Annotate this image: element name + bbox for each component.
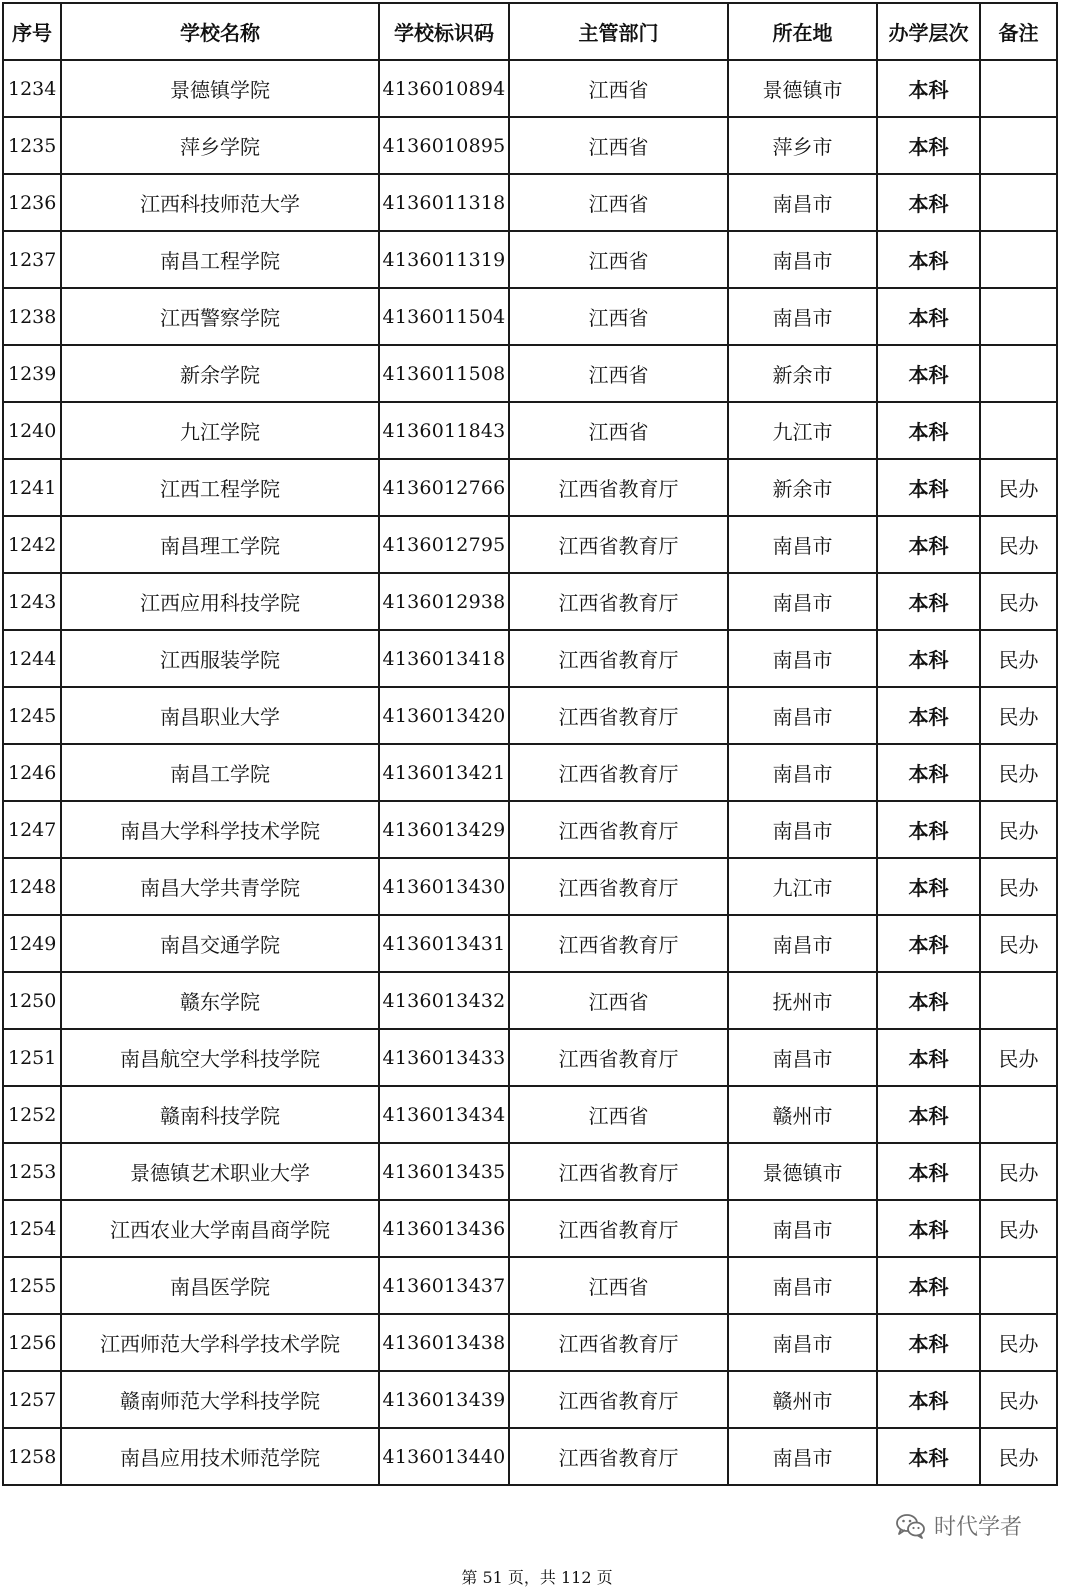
cell-seq: 1243 — [3, 573, 61, 630]
wechat-icon — [896, 1513, 926, 1539]
cell-location: 南昌市 — [728, 1314, 877, 1371]
cell-location: 南昌市 — [728, 1428, 877, 1485]
cell-school-name: 南昌理工学院 — [61, 516, 379, 573]
cell-remark: 民办 — [980, 801, 1057, 858]
cell-level: 本科 — [877, 1029, 980, 1086]
cell-school-name: 南昌工程学院 — [61, 231, 379, 288]
cell-seq: 1245 — [3, 687, 61, 744]
table-row — [3, 174, 1057, 231]
cell-school-code: 4136011508 — [379, 345, 509, 402]
cell-location: 九江市 — [728, 402, 877, 459]
cell-level: 本科 — [877, 1314, 980, 1371]
cell-location: 赣州市 — [728, 1086, 877, 1143]
cell-seq: 1234 — [3, 60, 61, 117]
table-row — [3, 1314, 1057, 1371]
cell-school-code: 4136012795 — [379, 516, 509, 573]
cell-department: 江西省教育厅 — [509, 1428, 728, 1485]
cell-school-code: 4136013435 — [379, 1143, 509, 1200]
table-row — [3, 1257, 1057, 1314]
cell-school-code: 4136011843 — [379, 402, 509, 459]
cell-remark: 民办 — [980, 1029, 1057, 1086]
cell-remark — [980, 174, 1057, 231]
cell-school-code: 4136011319 — [379, 231, 509, 288]
cell-school-code: 4136013429 — [379, 801, 509, 858]
cell-level: 本科 — [877, 459, 980, 516]
cell-school-name: 南昌职业大学 — [61, 687, 379, 744]
table-body — [3, 60, 1057, 1485]
cell-level: 本科 — [877, 1200, 980, 1257]
cell-location: 抚州市 — [728, 972, 877, 1029]
cell-location: 新余市 — [728, 459, 877, 516]
cell-school-name: 南昌医学院 — [61, 1257, 379, 1314]
cell-seq: 1250 — [3, 972, 61, 1029]
cell-seq: 1241 — [3, 459, 61, 516]
cell-department: 江西省 — [509, 231, 728, 288]
table-header — [3, 3, 1057, 60]
cell-level: 本科 — [877, 573, 980, 630]
cell-seq: 1255 — [3, 1257, 61, 1314]
cell-school-name: 南昌大学科学技术学院 — [61, 801, 379, 858]
header-location: 所在地 — [728, 3, 877, 60]
cell-school-code: 4136010894 — [379, 60, 509, 117]
cell-level: 本科 — [877, 174, 980, 231]
cell-school-code: 4136013434 — [379, 1086, 509, 1143]
cell-department: 江西省教育厅 — [509, 1143, 728, 1200]
table-row — [3, 516, 1057, 573]
cell-school-code: 4136013421 — [379, 744, 509, 801]
cell-school-code: 4136013439 — [379, 1371, 509, 1428]
cell-department: 江西省教育厅 — [509, 915, 728, 972]
cell-seq: 1251 — [3, 1029, 61, 1086]
cell-seq: 1237 — [3, 231, 61, 288]
cell-department: 江西省教育厅 — [509, 1314, 728, 1371]
header-school-code: 学校标识码 — [379, 3, 509, 60]
cell-seq: 1244 — [3, 630, 61, 687]
cell-level: 本科 — [877, 288, 980, 345]
cell-school-name: 南昌工学院 — [61, 744, 379, 801]
cell-department: 江西省 — [509, 402, 728, 459]
cell-level: 本科 — [877, 1086, 980, 1143]
table-row — [3, 60, 1057, 117]
cell-school-code: 4136010895 — [379, 117, 509, 174]
cell-remark: 民办 — [980, 1143, 1057, 1200]
table-row — [3, 858, 1057, 915]
cell-school-name: 赣东学院 — [61, 972, 379, 1029]
cell-remark — [980, 231, 1057, 288]
cell-seq: 1258 — [3, 1428, 61, 1485]
cell-seq: 1239 — [3, 345, 61, 402]
page-footer — [0, 1565, 1074, 1588]
table-row — [3, 687, 1057, 744]
cell-remark: 民办 — [980, 573, 1057, 630]
cell-location: 九江市 — [728, 858, 877, 915]
cell-location: 南昌市 — [728, 801, 877, 858]
cell-school-name: 江西师范大学科学技术学院 — [61, 1314, 379, 1371]
cell-remark — [980, 117, 1057, 174]
cell-location: 南昌市 — [728, 573, 877, 630]
cell-seq: 1247 — [3, 801, 61, 858]
watermark-text: 时代学者 — [933, 1515, 1022, 1540]
header-school-name: 学校名称 — [61, 3, 379, 60]
cell-level: 本科 — [877, 744, 980, 801]
cell-level: 本科 — [877, 915, 980, 972]
cell-remark: 民办 — [980, 915, 1057, 972]
cell-remark: 民办 — [980, 459, 1057, 516]
cell-location: 景德镇市 — [728, 1143, 877, 1200]
cell-level: 本科 — [877, 858, 980, 915]
cell-location: 南昌市 — [728, 231, 877, 288]
cell-school-name: 赣南师范大学科技学院 — [61, 1371, 379, 1428]
cell-department: 江西省教育厅 — [509, 744, 728, 801]
cell-remark: 民办 — [980, 630, 1057, 687]
school-list-table-container — [2, 2, 1054, 1486]
table-row — [3, 345, 1057, 402]
cell-school-name: 赣南科技学院 — [61, 1086, 379, 1143]
table-row — [3, 1143, 1057, 1200]
cell-department: 江西省教育厅 — [509, 573, 728, 630]
cell-remark: 民办 — [980, 1371, 1057, 1428]
cell-department: 江西省 — [509, 174, 728, 231]
cell-seq: 1248 — [3, 858, 61, 915]
cell-school-code: 4136013431 — [379, 915, 509, 972]
cell-school-name: 景德镇学院 — [61, 60, 379, 117]
cell-location: 南昌市 — [728, 1029, 877, 1086]
cell-level: 本科 — [877, 402, 980, 459]
cell-seq: 1253 — [3, 1143, 61, 1200]
cell-remark: 民办 — [980, 1428, 1057, 1485]
cell-school-code: 4136013436 — [379, 1200, 509, 1257]
cell-department: 江西省 — [509, 972, 728, 1029]
cell-department: 江西省 — [509, 1086, 728, 1143]
cell-school-code: 4136013438 — [379, 1314, 509, 1371]
cell-remark: 民办 — [980, 1200, 1057, 1257]
cell-seq: 1235 — [3, 117, 61, 174]
cell-department: 江西省教育厅 — [509, 858, 728, 915]
cell-school-name: 新余学院 — [61, 345, 379, 402]
table-row — [3, 573, 1057, 630]
cell-school-code: 4136013418 — [379, 630, 509, 687]
table-row — [3, 1086, 1057, 1143]
cell-location: 南昌市 — [728, 687, 877, 744]
cell-remark: 民办 — [980, 516, 1057, 573]
cell-school-code: 4136013420 — [379, 687, 509, 744]
cell-school-code: 4136013440 — [379, 1428, 509, 1485]
cell-seq: 1254 — [3, 1200, 61, 1257]
header-seq: 序号 — [3, 3, 61, 60]
cell-seq: 1238 — [3, 288, 61, 345]
cell-department: 江西省教育厅 — [509, 516, 728, 573]
cell-remark — [980, 1086, 1057, 1143]
cell-department: 江西省教育厅 — [509, 459, 728, 516]
cell-level: 本科 — [877, 1371, 980, 1428]
cell-level: 本科 — [877, 630, 980, 687]
cell-level: 本科 — [877, 345, 980, 402]
cell-department: 江西省 — [509, 117, 728, 174]
cell-remark — [980, 972, 1057, 1029]
header-remark: 备注 — [980, 3, 1057, 60]
table-row — [3, 288, 1057, 345]
cell-level: 本科 — [877, 1428, 980, 1485]
cell-location: 南昌市 — [728, 516, 877, 573]
cell-school-code: 4136013437 — [379, 1257, 509, 1314]
cell-level: 本科 — [877, 801, 980, 858]
header-department: 主管部门 — [509, 3, 728, 60]
table-row — [3, 1371, 1057, 1428]
cell-school-code: 4136011504 — [379, 288, 509, 345]
cell-location: 南昌市 — [728, 915, 877, 972]
cell-remark: 民办 — [980, 858, 1057, 915]
cell-department: 江西省教育厅 — [509, 1029, 728, 1086]
table-row — [3, 402, 1057, 459]
cell-level: 本科 — [877, 60, 980, 117]
page-number-text: 第 51 页，共 112 页 — [461, 1568, 613, 1587]
cell-school-name: 南昌应用技术师范学院 — [61, 1428, 379, 1485]
cell-remark — [980, 345, 1057, 402]
table-row — [3, 117, 1057, 174]
cell-department: 江西省 — [509, 345, 728, 402]
cell-department: 江西省 — [509, 1257, 728, 1314]
table-row — [3, 1200, 1057, 1257]
cell-department: 江西省教育厅 — [509, 687, 728, 744]
cell-seq: 1257 — [3, 1371, 61, 1428]
cell-location: 赣州市 — [728, 1371, 877, 1428]
cell-location: 景德镇市 — [728, 60, 877, 117]
cell-school-code: 4136012938 — [379, 573, 509, 630]
table-row — [3, 630, 1057, 687]
cell-location: 萍乡市 — [728, 117, 877, 174]
table-row — [3, 972, 1057, 1029]
cell-location: 南昌市 — [728, 630, 877, 687]
header-level: 办学层次 — [877, 3, 980, 60]
cell-school-code: 4136013430 — [379, 858, 509, 915]
cell-seq: 1242 — [3, 516, 61, 573]
cell-seq: 1240 — [3, 402, 61, 459]
cell-level: 本科 — [877, 687, 980, 744]
table-row — [3, 1029, 1057, 1086]
school-list-table — [2, 2, 1058, 1486]
cell-school-name: 江西服装学院 — [61, 630, 379, 687]
cell-department: 江西省教育厅 — [509, 1200, 728, 1257]
cell-seq: 1246 — [3, 744, 61, 801]
cell-school-name: 江西工程学院 — [61, 459, 379, 516]
cell-school-code: 4136011318 — [379, 174, 509, 231]
cell-seq: 1236 — [3, 174, 61, 231]
cell-school-name: 江西应用科技学院 — [61, 573, 379, 630]
cell-level: 本科 — [877, 117, 980, 174]
cell-school-name: 景德镇艺术职业大学 — [61, 1143, 379, 1200]
cell-school-name: 九江学院 — [61, 402, 379, 459]
cell-school-code: 4136013433 — [379, 1029, 509, 1086]
table-row — [3, 1428, 1057, 1485]
cell-remark — [980, 1257, 1057, 1314]
cell-remark: 民办 — [980, 1314, 1057, 1371]
cell-department: 江西省 — [509, 288, 728, 345]
cell-school-name: 南昌航空大学科技学院 — [61, 1029, 379, 1086]
cell-location: 南昌市 — [728, 1200, 877, 1257]
cell-level: 本科 — [877, 231, 980, 288]
cell-department: 江西省教育厅 — [509, 1371, 728, 1428]
watermark — [896, 1510, 1022, 1541]
cell-level: 本科 — [877, 972, 980, 1029]
cell-location: 南昌市 — [728, 288, 877, 345]
cell-remark — [980, 288, 1057, 345]
cell-level: 本科 — [877, 1143, 980, 1200]
table-row — [3, 801, 1057, 858]
table-row — [3, 231, 1057, 288]
cell-seq: 1256 — [3, 1314, 61, 1371]
header-row — [3, 3, 1057, 60]
table-row — [3, 459, 1057, 516]
cell-school-name: 南昌大学共青学院 — [61, 858, 379, 915]
cell-level: 本科 — [877, 1257, 980, 1314]
cell-department: 江西省教育厅 — [509, 801, 728, 858]
cell-school-code: 4136013432 — [379, 972, 509, 1029]
cell-school-name: 江西农业大学南昌商学院 — [61, 1200, 379, 1257]
cell-remark: 民办 — [980, 744, 1057, 801]
cell-seq: 1249 — [3, 915, 61, 972]
cell-level: 本科 — [877, 516, 980, 573]
cell-school-name: 江西科技师范大学 — [61, 174, 379, 231]
cell-school-code: 4136012766 — [379, 459, 509, 516]
cell-department: 江西省 — [509, 60, 728, 117]
cell-location: 新余市 — [728, 345, 877, 402]
cell-department: 江西省教育厅 — [509, 630, 728, 687]
table-row — [3, 915, 1057, 972]
cell-remark — [980, 402, 1057, 459]
table-row — [3, 744, 1057, 801]
cell-location: 南昌市 — [728, 1257, 877, 1314]
cell-remark: 民办 — [980, 687, 1057, 744]
cell-school-name: 萍乡学院 — [61, 117, 379, 174]
cell-location: 南昌市 — [728, 174, 877, 231]
cell-remark — [980, 60, 1057, 117]
cell-location: 南昌市 — [728, 744, 877, 801]
cell-school-name: 南昌交通学院 — [61, 915, 379, 972]
cell-school-name: 江西警察学院 — [61, 288, 379, 345]
cell-seq: 1252 — [3, 1086, 61, 1143]
